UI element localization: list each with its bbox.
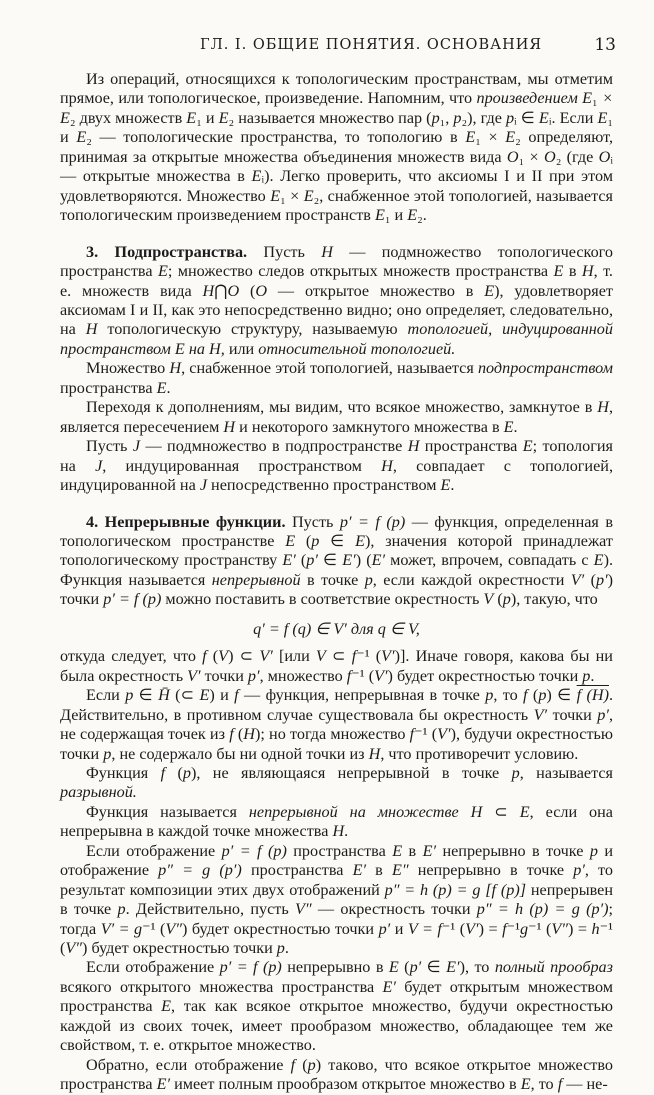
text-run: ᵢ. Если	[548, 108, 598, 127]
text-run: p′ = f (p)	[221, 841, 287, 860]
text-run: ₂), где	[461, 108, 506, 127]
text-run: E	[503, 417, 514, 436]
text-run: или	[224, 339, 259, 358]
paragraph-p5	[60, 437, 613, 495]
text-run: .	[590, 666, 595, 685]
text-run: p	[117, 900, 126, 919]
text-run: E	[251, 167, 262, 186]
text-run: f	[502, 919, 507, 938]
text-run: p	[582, 666, 591, 685]
text-run: ). Функция называется	[60, 551, 613, 589]
text-run: ₂ определяют, принимая за открытые множества объединения множеств вида	[60, 128, 613, 166]
text-run: E	[374, 206, 385, 225]
text-run: p	[182, 763, 191, 782]
text-run: ₂.	[417, 206, 427, 225]
text-run: f	[351, 647, 357, 666]
text-run: точки	[200, 666, 248, 685]
text-run: непрерывно в точке	[436, 841, 590, 860]
text-run: V′	[187, 666, 201, 685]
text-run: ) ⊂	[228, 647, 260, 666]
text-run: ) таково, что всякое открытое множество пространства	[60, 1055, 613, 1094]
text-run: E′	[282, 551, 296, 570]
text-run: непрерывен в точке	[60, 880, 614, 919]
text-run: p	[125, 686, 134, 705]
text-run: J	[95, 456, 103, 475]
text-run: , является пересечением	[60, 398, 613, 436]
text-run: непосредственно пространством	[207, 476, 441, 495]
text-run: H	[597, 398, 609, 417]
text-run: p′	[306, 551, 318, 570]
text-run: подпространством	[477, 359, 613, 378]
text-run: V″	[165, 919, 183, 938]
text-run: H	[202, 281, 215, 300]
text-run: Обратно, если отображение	[86, 1055, 291, 1074]
text-run: E′	[382, 977, 396, 996]
text-run: O	[543, 147, 556, 166]
text-run: точки	[547, 705, 598, 724]
text-run: V′	[437, 725, 451, 744]
text-run: ⁻¹ (	[441, 919, 466, 938]
text-run: E	[440, 476, 451, 495]
text-run: E″	[391, 861, 409, 880]
text-run: p″ = h (p) = g [f (p)]	[384, 880, 527, 899]
text-run: V′	[374, 666, 388, 685]
text-run: E	[519, 802, 530, 821]
text-run: p′	[247, 666, 260, 685]
text-run: E′	[342, 551, 356, 570]
text-run: )]. Иначе говоря, какова бы ни была окрестность	[60, 647, 613, 685]
text-run: Из операций, относящихся к топологическим пространствам, мы отметим прямое, или топологическое, произведение. Напомним, что	[60, 70, 613, 108]
text-run	[459, 803, 471, 821]
text-run: ₂, снабженное этой топологией, называется топологическим произведением пространств	[60, 186, 613, 225]
text-run: E	[465, 128, 476, 147]
text-run: f	[409, 725, 415, 744]
text-run: ₁ и	[384, 206, 408, 225]
text-run: E	[553, 262, 564, 281]
text-run: ), значения которой принадлежат топологическому пространству	[60, 531, 613, 570]
text-run: ∈	[317, 551, 343, 570]
text-run: ) =	[568, 919, 592, 938]
text-run: непрерывной на множестве	[248, 802, 459, 821]
text-run: — функция, определенная в топологическом пространстве	[60, 512, 613, 550]
text-run: непрерывно в	[281, 958, 389, 977]
text-run: f	[290, 1055, 296, 1074]
text-run: 4. Непрерывные функции.	[86, 512, 286, 531]
text-run: ⁻¹ (	[351, 666, 375, 685]
text-run: Множество	[86, 359, 170, 378]
paragraph-p2	[60, 243, 613, 360]
text-run: Пусть	[86, 437, 133, 456]
body-text	[60, 70, 613, 1095]
text-run: p′	[573, 861, 585, 880]
text-run: V	[218, 647, 229, 666]
text-run: — функция, непрерывная в точке	[238, 686, 486, 705]
text-run: ) ∈	[546, 686, 577, 705]
text-run: V′	[381, 647, 395, 666]
text-run: (	[295, 551, 307, 570]
text-run: ; множество следов открытых множеств пространства	[167, 262, 554, 281]
text-run: ) будет окрестностью точки	[387, 666, 583, 685]
text-run: E	[484, 281, 495, 300]
text-run: , т. е. множеств вида	[60, 262, 613, 300]
text-run: p	[502, 590, 511, 609]
text-run: ⁻¹ (	[356, 647, 382, 666]
text-run: ), будучи окрестностью точки	[60, 725, 614, 763]
text-run: Переходя к дополнениям, мы видим, что всякое множество, замкнутое в	[86, 398, 598, 417]
text-run: E	[505, 128, 516, 147]
text-run: H	[169, 359, 182, 378]
text-run: H	[243, 725, 255, 744]
text-run: ₂ — топологические пространства, то топологию в	[86, 128, 466, 147]
text-run: H	[85, 320, 98, 339]
text-run: ; топология на	[60, 437, 613, 475]
text-run: ₁ и	[60, 108, 613, 147]
text-run: пространства	[286, 841, 393, 860]
text-run: ⁻¹ (	[528, 919, 552, 938]
text-run: V″	[295, 900, 312, 919]
paragraph-p7	[60, 647, 613, 686]
text-run: ₁ ×	[475, 128, 506, 147]
text-run: ₂	[69, 108, 76, 127]
text-run: p	[307, 1055, 316, 1074]
text-run: ₁ и	[196, 108, 219, 127]
text-run: V	[483, 590, 494, 609]
text-run: (⊂	[169, 686, 200, 705]
text-run: непрерывной	[211, 570, 301, 589]
text-run: E	[76, 128, 87, 147]
text-run: ₁ ×	[518, 147, 544, 166]
text-run: p′ = f (p)	[339, 512, 406, 531]
text-run: . Действительно, в противном случае существовала бы окрестность	[60, 686, 614, 724]
text-run: p′	[378, 919, 391, 938]
text-run: ) будет окрестностью точки	[182, 919, 379, 938]
paragraph-p10	[60, 803, 613, 842]
text-run: , индуцированная пространством	[102, 456, 382, 475]
text-run: в точке	[300, 570, 365, 589]
text-run: (	[233, 725, 244, 744]
text-run: в	[366, 861, 392, 880]
text-run: p	[276, 939, 285, 958]
text-run: f	[557, 1075, 563, 1094]
text-run: и отображение	[60, 841, 613, 880]
text-run: в	[563, 262, 582, 281]
text-run: .	[284, 939, 289, 958]
text-run: E	[355, 531, 365, 550]
text-run: f	[202, 647, 207, 666]
text-run: , так как всякое открытое множество, будучи окрестностью каждой из своих точек, имеет прообразом множество, обладающее тем же свойством, т. е. открытое множество.	[60, 997, 613, 1055]
text-run: p	[485, 686, 494, 705]
text-run: Если отображение	[86, 958, 220, 977]
text-run: E	[186, 108, 197, 127]
text-run: непрерывно в точке	[408, 861, 574, 880]
text-run: ᵢ — открытые множества в	[60, 147, 613, 186]
paragraph-p6	[60, 513, 613, 610]
text-run: 3. Подпространства.	[86, 242, 248, 261]
text-run: p	[431, 108, 440, 127]
text-run: H	[470, 802, 483, 821]
text-run: ∈	[133, 686, 159, 705]
text-run: . Действительно, пусть	[125, 900, 295, 919]
text-run: топологией, индуцированной пространством E на H,	[60, 320, 613, 358]
text-run: f (H)	[576, 686, 609, 705]
text-run: p	[511, 763, 520, 782]
text-run: p″ = h (p) = g (p′)	[476, 900, 609, 919]
text-run: H	[581, 262, 594, 281]
text-run: H	[223, 417, 236, 436]
chapter-title: ГЛ. I. ОБЩИЕ ПОНЯТИЯ. ОСНОВАНИЯ	[200, 37, 543, 53]
text-run: p′	[595, 570, 608, 589]
text-run: E	[520, 1075, 531, 1094]
text-run: p	[505, 108, 515, 127]
text-run: V′	[465, 919, 479, 938]
text-run: ; тогда	[60, 900, 614, 938]
text-run: ⁻¹	[506, 919, 520, 938]
text-run: ) точки	[60, 570, 613, 609]
paragraph-p8	[60, 686, 613, 764]
text-run: (	[165, 763, 183, 782]
text-run: ᵢ ∈	[514, 108, 539, 127]
text-run: E	[218, 108, 229, 127]
text-run: E′	[156, 1075, 171, 1094]
text-run: p″ = g (p′)	[158, 861, 242, 880]
text-run: H̄	[158, 686, 170, 705]
text-run: , не содержащая точек из	[60, 705, 613, 744]
text-run: .	[166, 378, 171, 397]
text-run: ); но тогда множество	[254, 725, 410, 744]
text-run: (	[527, 686, 539, 705]
text-run: ⊂	[482, 802, 520, 821]
text-run: E	[522, 437, 533, 456]
display-formula: q′ = f (q) ∈ V′ для q ∈ V,	[253, 619, 420, 638]
text-run: E	[161, 997, 172, 1016]
text-run: — подмножество в подпространстве	[140, 437, 408, 456]
text-run: E	[597, 108, 608, 127]
text-run: , то	[530, 1075, 558, 1094]
text-run: — подмножество топологического пространства	[60, 242, 613, 281]
text-run: O	[506, 147, 519, 166]
text-run: — окрестность точки	[311, 900, 477, 919]
text-run: , то результат композиции этих двух отображений	[60, 861, 613, 899]
text-run: ⊂	[325, 647, 352, 666]
text-run: E	[593, 551, 604, 570]
text-run: можно поставить в соответствие окрестность	[161, 590, 484, 609]
text-run: ∈	[421, 958, 447, 977]
text-run: относительной топологией.	[258, 339, 456, 358]
text-run: ₁	[592, 89, 598, 108]
text-run: E′	[446, 958, 460, 977]
text-run: ᵢ). Легко проверить, что аксиомы I и II при этом удовлетворяются. Множество	[60, 167, 613, 205]
text-run: Если	[86, 686, 126, 705]
text-run: ) (	[355, 551, 372, 570]
text-run: H	[368, 744, 381, 763]
text-run: ) =	[478, 919, 503, 938]
text-run: H	[407, 437, 420, 456]
text-run: , называется	[519, 763, 613, 782]
text-run: V″	[551, 919, 568, 938]
text-run: ₁ ×	[280, 186, 304, 205]
text-run: V	[315, 647, 326, 666]
text-run: [или	[272, 647, 316, 666]
text-run: , не содержало бы ни одной точки из	[111, 744, 369, 763]
text-run: ₂ (где	[555, 147, 599, 166]
text-run: f	[234, 686, 239, 705]
text-run: ⋂	[214, 281, 228, 300]
text-run: ) и	[209, 686, 235, 705]
text-run: , если она непрерывна в каждой точке множества	[60, 802, 613, 841]
text-run: ), то	[459, 958, 495, 977]
text-run: p	[538, 686, 547, 705]
text-run: полный прообраз	[494, 958, 613, 977]
text-run: ⁻¹ (	[60, 919, 613, 958]
paragraph-p11	[60, 842, 613, 959]
text-run: .	[450, 476, 455, 495]
text-run: V′	[259, 647, 273, 666]
text-run: E	[285, 531, 296, 550]
text-run: E′	[371, 551, 386, 570]
paragraph-p9	[60, 764, 613, 803]
text-run: × E	[60, 89, 613, 127]
text-run: p′	[409, 958, 422, 977]
page-number: 13	[594, 35, 616, 55]
text-run: H	[381, 456, 393, 475]
text-run: E	[538, 108, 549, 127]
text-run: пространства	[419, 437, 523, 456]
text-run: — открытое множество в	[267, 281, 485, 300]
text-run: — не-	[562, 1075, 608, 1094]
text-run: V″	[65, 939, 83, 958]
text-run: Функция	[86, 763, 161, 782]
text-run: E	[303, 186, 314, 205]
text-run: O	[598, 147, 611, 166]
text-run: разрывной.	[60, 783, 137, 802]
text-run: p′	[597, 705, 609, 724]
text-run: H	[332, 822, 345, 841]
text-run: g	[519, 919, 529, 938]
text-run: и	[390, 919, 408, 938]
text-run: J	[199, 476, 207, 495]
text-run: ⁻¹ (	[142, 919, 166, 938]
text-run: V′ = g	[100, 919, 143, 938]
text-run: (	[584, 570, 596, 589]
text-run: E	[407, 206, 418, 225]
text-run: ⁻¹ (	[414, 725, 438, 744]
text-run: ), не являющаяся непрерывной в точке	[190, 763, 512, 782]
text-run: f	[523, 686, 528, 705]
text-run: E	[392, 841, 403, 860]
text-run: пространства	[60, 378, 157, 397]
text-run: f	[229, 725, 234, 744]
text-run: (	[493, 590, 503, 609]
text-run: (	[239, 281, 256, 300]
text-run: V′	[533, 705, 548, 724]
text-run: E	[157, 262, 168, 281]
text-run: будет открытым множеством пространства	[60, 977, 613, 1016]
text-run: ), удовлетворяет аксиомам I и II, как это непосредственно видно; оно определяет, следовательно, на	[60, 281, 613, 339]
text-run: ), такую, что	[510, 590, 598, 609]
text-run: в	[402, 841, 423, 860]
text-run: .	[513, 417, 518, 436]
text-run: Если отображение	[86, 841, 222, 860]
text-run: f	[160, 763, 166, 782]
text-run: , совпадает с топологией, индуцированной на	[60, 456, 613, 495]
text-run: Пусть	[247, 242, 322, 261]
text-run: ₂ называется множество пар (	[228, 108, 432, 127]
text-run: ) будет окрестностью точки	[82, 939, 277, 958]
running-header	[60, 37, 616, 59]
text-run: h	[591, 919, 600, 938]
text-run: , то	[493, 686, 524, 705]
text-run: p′ = f (p)	[103, 590, 162, 609]
text-run: Пусть	[285, 512, 340, 531]
text-run: (	[295, 531, 312, 550]
text-run: f	[346, 666, 352, 685]
text-run: E	[156, 378, 167, 397]
text-run: и некоторого замкнутого множества в	[235, 417, 504, 436]
text-run: топологическую структуру, называемую	[97, 320, 408, 339]
paragraph-p13	[60, 1056, 613, 1095]
text-run: , что противоречит условию.	[380, 744, 579, 763]
text-run: O	[255, 281, 268, 300]
paragraph-p1	[60, 70, 613, 226]
text-run: p	[589, 841, 598, 860]
text-run: (	[398, 958, 410, 977]
text-run: .	[344, 822, 349, 841]
paragraph-p3	[60, 359, 613, 398]
text-run: , если каждой окрестности	[372, 570, 571, 589]
text-run: H	[321, 242, 333, 261]
text-run: J	[132, 437, 141, 456]
text-run: E′	[422, 841, 437, 860]
text-run: p	[103, 744, 112, 763]
paragraph-p4	[60, 398, 613, 437]
text-run: p′ = f (p)	[219, 958, 282, 977]
text-run: откуда следует, что	[60, 647, 203, 666]
paragraph-p12	[60, 958, 613, 1055]
text-run: E	[199, 686, 210, 705]
text-run: p	[364, 570, 373, 589]
text-run: всякого открытого множества пространства	[60, 977, 383, 996]
text-run: , снабженное этой топологией, называется	[181, 359, 478, 378]
text-run: p	[453, 108, 462, 127]
text-run: двух множеств	[75, 108, 187, 127]
text-run: E	[270, 186, 281, 205]
text-run: пространства	[241, 861, 353, 880]
text-run: V′	[570, 570, 585, 589]
text-run: E	[388, 958, 399, 977]
text-run: (	[206, 647, 219, 666]
text-run: может, впрочем, совпадать с	[385, 551, 594, 570]
text-run: ₁,	[439, 108, 454, 127]
text-run: E′	[352, 861, 367, 880]
text-run: (	[295, 1055, 308, 1074]
text-run: , множество	[259, 666, 347, 685]
text-run: произведением E	[476, 89, 593, 108]
text-run: p	[311, 531, 320, 550]
text-run: ∈	[319, 531, 356, 550]
text-run: Функция называется	[86, 802, 249, 821]
text-run: O	[227, 281, 240, 300]
text-run: имеет полным прообразом открытое множество в	[170, 1075, 521, 1094]
text-run: V = f	[407, 919, 442, 938]
